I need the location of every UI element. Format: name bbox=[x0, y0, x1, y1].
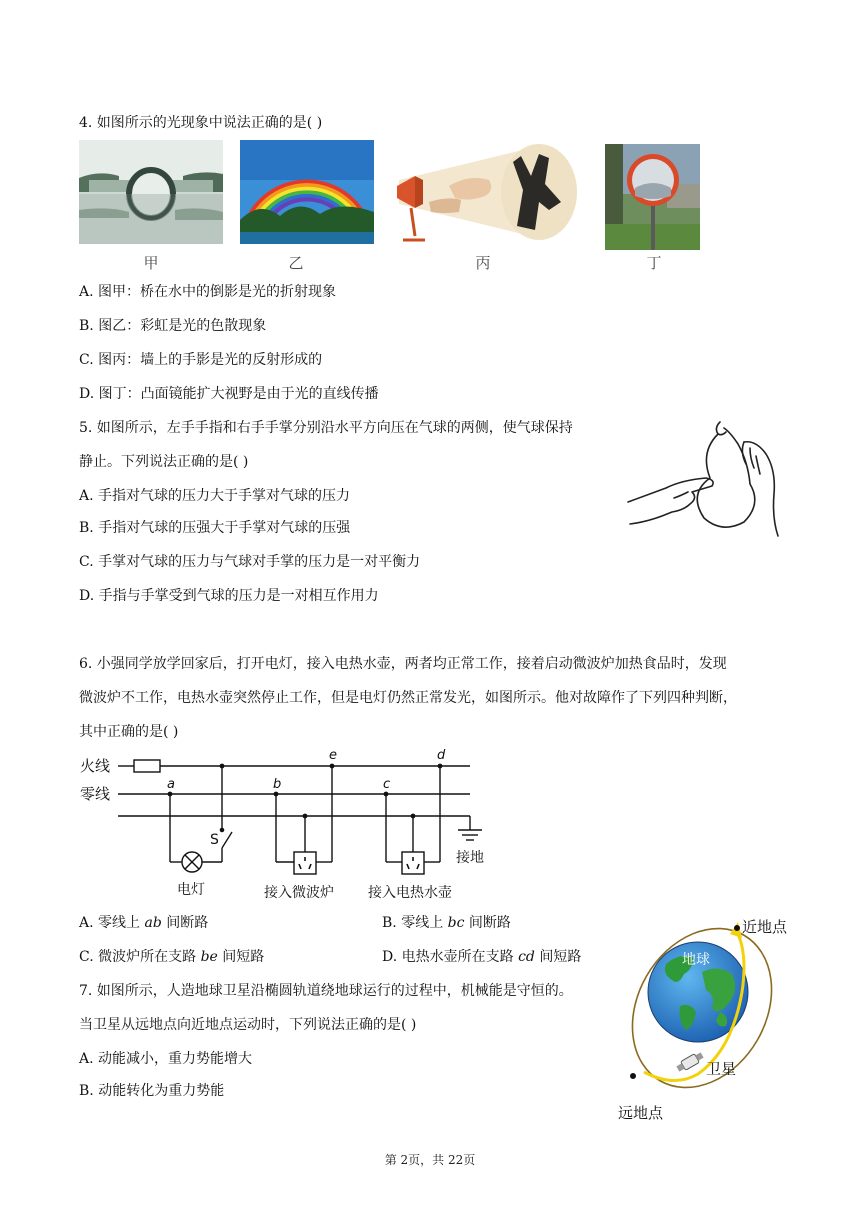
q6-option-b: B. 零线上 bc 间断路 bbox=[382, 915, 511, 931]
live-wire-label: 火线 bbox=[80, 757, 111, 775]
q4-option-d: D. 图丁：凸面镜能扩大视野是由于光的直线传播 bbox=[79, 386, 379, 402]
switch-label: S bbox=[210, 832, 219, 848]
q6-option-a: A. 零线上 ab 间断路 bbox=[79, 915, 209, 931]
kettle-label: 接入电热水壶 bbox=[368, 885, 452, 901]
apogee-label: 远地点 bbox=[618, 1104, 664, 1122]
q7-stem-line1: 7. 如图所示，人造地球卫星沿椭圆轨道绕地球运行的过程中，机械能是守恒的。 bbox=[79, 983, 573, 999]
q5-stem-line2: 静止。下列说法正确的是( ) bbox=[79, 454, 249, 470]
ground-label: 接地 bbox=[456, 850, 484, 866]
caption-bing: 丙 bbox=[475, 254, 491, 272]
q7-option-b: B. 动能转化为重力势能 bbox=[79, 1083, 225, 1099]
q4-option-b: B. 图乙：彩虹是光的色散现象 bbox=[79, 318, 267, 334]
point-e-label: e bbox=[329, 748, 337, 763]
perigee-label: 近地点 bbox=[742, 918, 788, 936]
q4-option-c: C. 图丙：墙上的手影是光的反射形成的 bbox=[79, 352, 323, 368]
caption-ding: 丁 bbox=[646, 254, 662, 272]
q5-option-b: B. 手指对气球的压强大于手掌对气球的压强 bbox=[79, 520, 351, 536]
convex-mirror-photo bbox=[605, 144, 700, 250]
caption-yi: 乙 bbox=[288, 254, 304, 272]
circuit-diagram bbox=[78, 744, 498, 906]
point-c-label: c bbox=[383, 777, 391, 792]
point-a-label: a bbox=[167, 777, 175, 792]
q5-stem-line1: 5. 如图所示，左手手指和右手手掌分别沿水平方向压在气球的两侧，使气球保持 bbox=[79, 420, 573, 436]
q6-stem-line2: 微波炉不工作，电热水壶突然停止工作，但是电灯仍然正常发光，如图所示。他对故障作了下列四种判断， bbox=[79, 690, 737, 706]
q4-option-a: A. 图甲：桥在水中的倒影是光的折射现象 bbox=[79, 284, 337, 300]
q5-option-d: D. 手指与手掌受到气球的压力是一对相互作用力 bbox=[79, 588, 379, 604]
q5-option-a: A. 手指对气球的压力大于手掌对气球的压力 bbox=[79, 488, 351, 504]
fuse bbox=[134, 760, 160, 772]
balloon-hands-figure bbox=[626, 418, 782, 538]
q7-option-a: A. 动能减小，重力势能增大 bbox=[79, 1051, 253, 1067]
microwave-label: 接入微波炉 bbox=[264, 885, 334, 901]
q7-stem-line2: 当卫星从远地点向近地点运动时，下列说法正确的是( ) bbox=[79, 1017, 417, 1033]
satellite-orbit-figure bbox=[614, 912, 794, 1124]
lamp-label: 电灯 bbox=[177, 882, 205, 898]
point-d-label: d bbox=[437, 748, 446, 763]
rainbow-photo bbox=[240, 140, 374, 244]
point-b-label: b bbox=[273, 777, 282, 792]
satellite-label: 卫星 bbox=[706, 1060, 737, 1078]
q4-stem: 4. 如图所示的光现象中说法正确的是( ) bbox=[79, 115, 323, 131]
q6-option-d: D. 电热水壶所在支路 cd 间短路 bbox=[382, 949, 582, 965]
page-footer: 第 2页，共 22页 bbox=[384, 1153, 476, 1167]
hand-shadow-photo bbox=[389, 140, 578, 244]
q6-stem-line3: 其中正确的是( ) bbox=[79, 724, 179, 740]
q5-option-c: C. 手掌对气球的压力与气球对手掌的压力是一对平衡力 bbox=[79, 554, 421, 570]
bridge-reflection-photo bbox=[79, 140, 223, 244]
q6-option-c: C. 微波炉所在支路 be 间短路 bbox=[79, 949, 265, 965]
earth-label: 地球 bbox=[682, 952, 710, 968]
q6-stem-line1: 6. 小强同学放学回家后，打开电灯，接入电热水壶，两者均正常工作，接着启动微波炉加热食品时，发现 bbox=[79, 656, 727, 672]
neutral-wire-label: 零线 bbox=[80, 785, 111, 803]
caption-jia: 甲 bbox=[143, 254, 159, 272]
